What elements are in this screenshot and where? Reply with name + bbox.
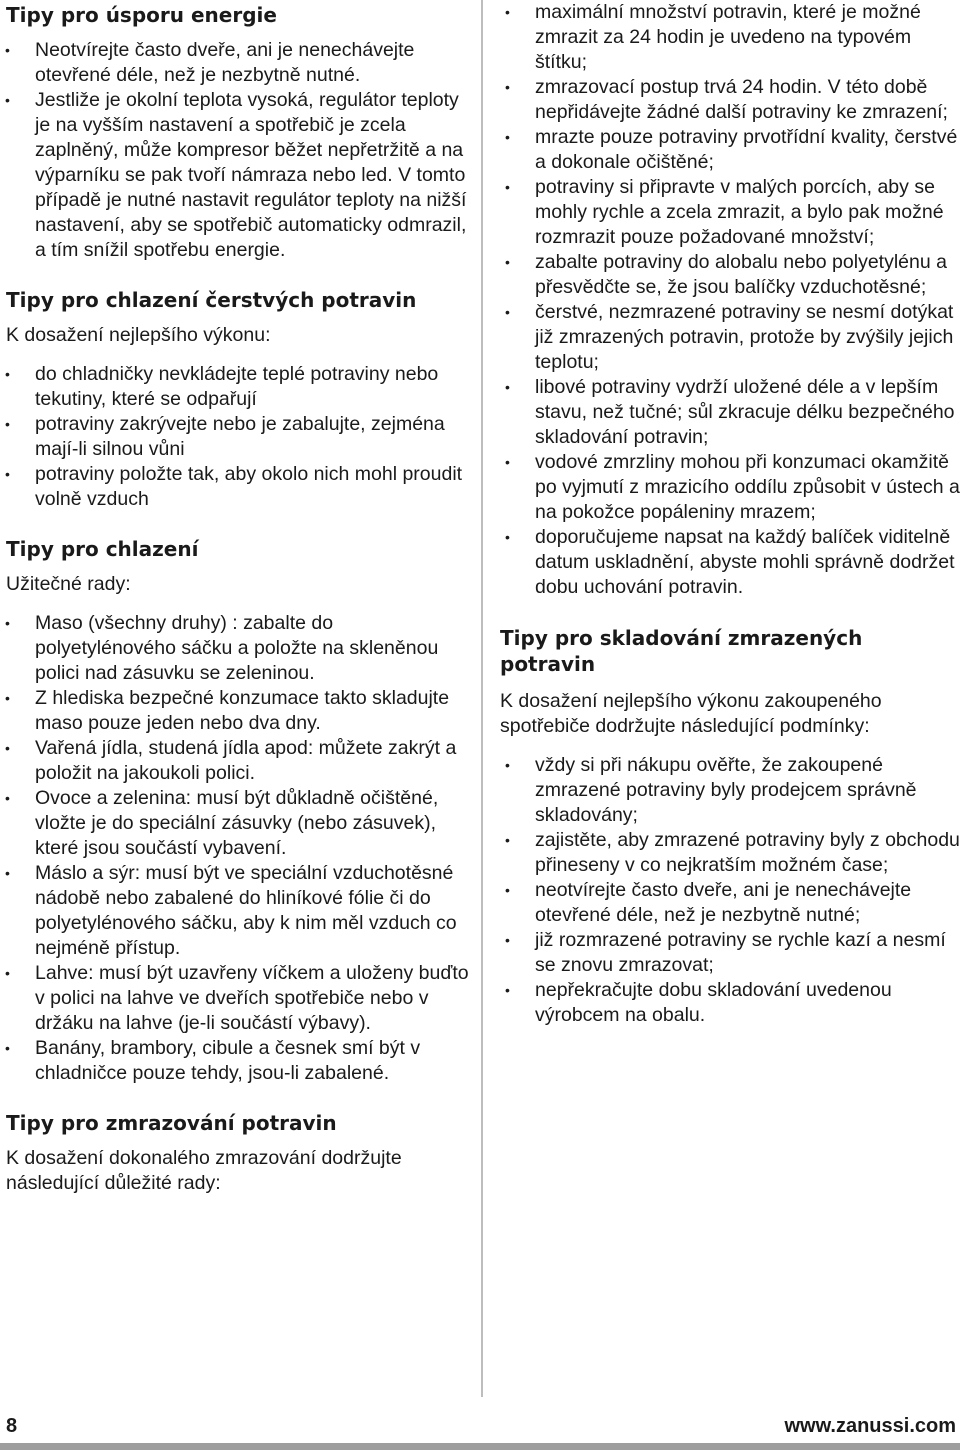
list-item: [500, 175, 960, 250]
list-item-text: Maso (všechny druhy) : zabalte do polyetylénového sáčku a položte na skleněnou polici nad zásuvku se zeleninou.: [35, 612, 439, 684]
list-item: [0, 362, 472, 412]
fresh-list: [0, 362, 472, 512]
bullet-icon: •: [505, 982, 510, 998]
list-item: [0, 1036, 472, 1086]
list-item: [500, 375, 960, 450]
list-item-text: zmrazovací postup trvá 24 hodin. V této době nepřidávejte žádné další potraviny ke zmrazení;: [535, 76, 948, 123]
fresh-heading: Tipy pro chlazení čerstvých potravin: [6, 288, 417, 312]
bullet-icon: •: [5, 42, 10, 58]
list-item: [0, 686, 472, 736]
list-item: [0, 861, 472, 961]
list-item-text: vodové zmrzliny mohou při konzumaci okamžitě po vyjmutí z mrazicího oddílu způsobit v ústech a na pokožce popáleniny mrazem;: [535, 451, 960, 523]
bullet-icon: •: [5, 790, 10, 806]
bullet-icon: •: [505, 129, 510, 145]
cooling-list: [0, 611, 472, 1086]
bullet-icon: •: [5, 740, 10, 756]
list-item: [500, 0, 960, 75]
energy-list: [0, 38, 472, 263]
bullet-icon: •: [5, 690, 10, 706]
list-item-text: zajistěte, aby zmrazené potraviny byly z obchodu přineseny v co nejkratším možném čase;: [535, 829, 960, 876]
list-item-text: vždy si při nákupu ověřte, že zakoupené zmrazené potraviny byly prodejcem správně skladovány;: [535, 754, 917, 826]
list-item: [500, 753, 960, 828]
list-item: [0, 412, 472, 462]
list-item-text: čerstvé, nezmrazené potraviny se nesmí dotýkat již zmrazených potravin, protože by zvýšily jejich teplotu;: [535, 301, 954, 373]
bullet-icon: •: [505, 304, 510, 320]
bullet-icon: •: [505, 379, 510, 395]
list-item: [500, 450, 960, 525]
list-item: [0, 961, 472, 1036]
list-item-text: libové potraviny vydrží uložené déle a v lepším stavu, než tučné; sůl zkracuje délku bezpečného skladování potravin;: [535, 376, 955, 448]
bullet-icon: •: [5, 865, 10, 881]
list-item: [0, 786, 472, 861]
list-item-text: neotvírejte často dveře, ani je nenechávejte otevřené déle, než je nezbytně nutné;: [535, 879, 912, 926]
website-link[interactable]: www.zanussi.com: [784, 1415, 956, 1437]
bullet-icon: •: [505, 832, 510, 848]
cooling-intro: Užitečné rady:: [6, 573, 131, 595]
list-item: [500, 878, 960, 928]
bullet-icon: •: [505, 179, 510, 195]
fresh-intro: K dosažení nejlepšího výkonu:: [6, 324, 271, 346]
page-number: 8: [6, 1415, 18, 1437]
list-item-text: nepřekračujte dobu skladování uvedenou výrobcem na obalu.: [535, 979, 892, 1026]
bullet-icon: •: [505, 757, 510, 773]
list-item: [500, 928, 960, 978]
list-item: [500, 250, 960, 300]
energy-heading: Tipy pro úsporu energie: [6, 3, 277, 27]
list-item: [0, 736, 472, 786]
freezing-heading: Tipy pro zmrazování potravin: [6, 1111, 337, 1135]
list-item-text: již rozmrazené potraviny se rychle kazí a nesmí se znovu zmrazovat;: [535, 929, 946, 976]
bullet-icon: •: [5, 965, 10, 981]
storage-heading: Tipy pro skladování zmrazených potravin: [500, 626, 863, 676]
list-item: [0, 38, 472, 88]
freezing-list: [500, 0, 960, 600]
bullet-icon: •: [505, 932, 510, 948]
bullet-icon: •: [5, 416, 10, 432]
bullet-icon: •: [505, 454, 510, 470]
list-item: [500, 525, 960, 600]
list-item-text: Banány, brambory, cibule a česnek smí být v chladničce pouze tehdy, jsou-li zabalené.: [35, 1037, 421, 1084]
storage-list: [500, 753, 960, 1028]
list-item: [500, 978, 960, 1028]
list-item-text: Ovoce a zelenina: musí být důkladně očištěné, vložte je do speciální zásuvky (nebo zásuvek), které jsou součástí vybavení.: [35, 787, 439, 859]
bullet-icon: •: [505, 882, 510, 898]
list-item-text: potraviny zakrývejte nebo je zabalujte, zejména mají-li silnou vůni: [35, 413, 445, 460]
right-column: [500, 0, 960, 1028]
list-item-text: do chladničky nevkládejte teplé potraviny nebo tekutiny, které se odpařují: [35, 363, 439, 410]
bullet-icon: •: [5, 1040, 10, 1056]
list-item: [500, 828, 960, 878]
list-item: [0, 462, 472, 512]
bullet-icon: •: [5, 366, 10, 382]
list-item-text: Lahve: musí být uzavřeny víčkem a uloženy buďto v polici na lahve ve dveřích spotřebiče nebo v držáku na lahve (je-li součástí výbavy).: [35, 962, 469, 1034]
left-column: [0, 0, 472, 1196]
bullet-icon: •: [5, 92, 10, 108]
list-item-text: maximální množství potravin, které je možné zmrazit za 24 hodin je uvedeno na typovém štítku;: [535, 1, 921, 73]
list-item-text: potraviny položte tak, aby okolo nich mohl proudit volně vzduch: [35, 463, 463, 510]
bullet-icon: •: [505, 79, 510, 95]
list-item-text: zabalte potraviny do alobalu nebo polyetylénu a přesvědčte se, že jsou balíčky vzduchotěsné;: [535, 251, 947, 298]
list-item-text: Z hlediska bezpečné konzumace takto skladujte maso pouze jeden nebo dva dny.: [35, 687, 450, 734]
bullet-icon: •: [505, 529, 510, 545]
bullet-icon: •: [505, 254, 510, 270]
bullet-icon: •: [5, 466, 10, 482]
list-item-text: Jestliže je okolní teplota vysoká, regulátor teploty je na vyšším nastavení a spotřebič je zcela zaplněný, může kompresor běžet nepřetržitě a na výparníku se pak tvoří námraza nebo led. V tomto případě je nutné nastavit regulátor teploty na nižší nastavení, aby se spotřebič automaticky odmrazil, a tím snížil spotřebu energie.: [35, 89, 467, 261]
list-item-text: Neotvírejte často dveře, ani je nenechávejte otevřené déle, než je nezbytně nutné.: [35, 39, 415, 86]
column-divider: [481, 0, 483, 1397]
bullet-icon: •: [505, 4, 510, 20]
footer-rule: [0, 1443, 960, 1450]
list-item: [500, 75, 960, 125]
list-item-text: mrazte pouze potraviny prvotřídní kvality, čerstvé a dokonale očištěné;: [535, 126, 958, 173]
list-item: [500, 125, 960, 175]
list-item: [0, 88, 472, 263]
list-item-text: doporučujeme napsat na každý balíček viditelně datum uskladnění, abyste mohli správně dodržet dobu uchování potravin.: [535, 526, 955, 598]
list-item-text: Máslo a sýr: musí být ve speciální vzduchotěsné nádobě nebo zabalené do hliníkové fólie či do polyetylénového sáčku, aby k nim měl vzduch co nejméně přístup.: [35, 862, 457, 959]
cooling-heading: Tipy pro chlazení: [6, 537, 199, 561]
freezing-intro: K dosažení dokonalého zmrazování dodržujte následující důležité rady:: [6, 1147, 402, 1194]
bullet-icon: •: [5, 615, 10, 631]
list-item: [500, 300, 960, 375]
list-item-text: Vařená jídla, studená jídla apod: můžete zakrýt a položit na jakoukoli polici.: [35, 737, 457, 784]
list-item: [0, 611, 472, 686]
storage-intro: K dosažení nejlepšího výkonu zakoupeného spotřebiče dodržujte následující podmínky:: [500, 690, 882, 737]
list-item-text: potraviny si připravte v malých porcích, aby se mohly rychle a zcela zmrazit, a bylo pak možné rozmrazit pouze požadované množství;: [535, 176, 944, 248]
